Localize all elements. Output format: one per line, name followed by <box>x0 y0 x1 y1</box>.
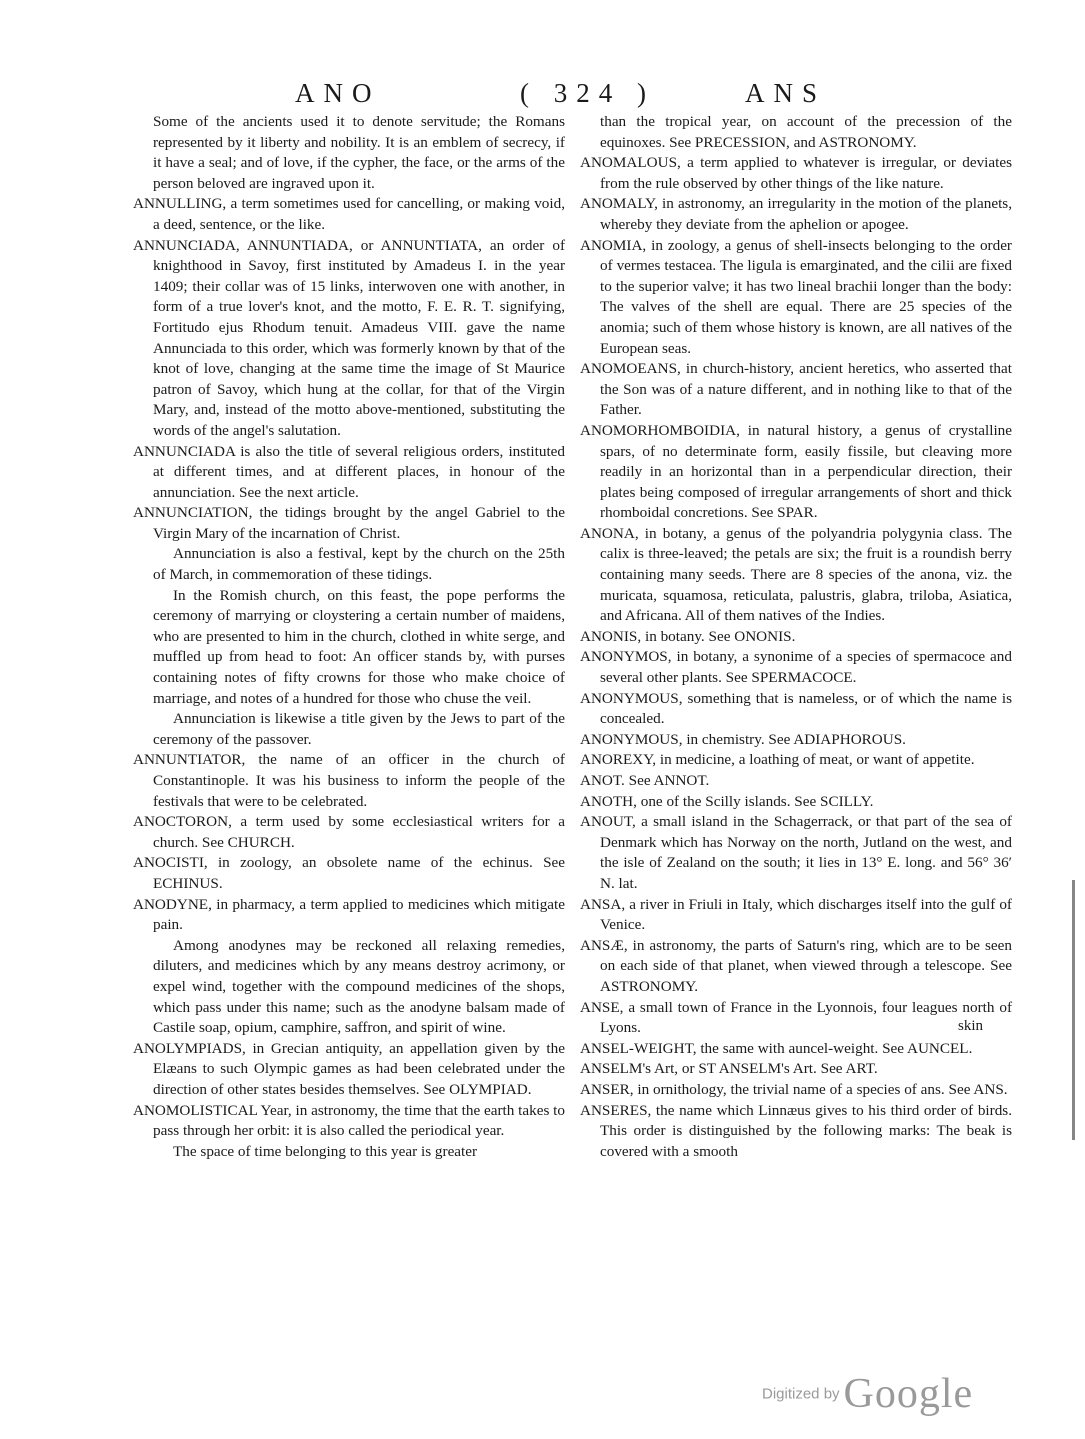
catchword: skin <box>958 1018 984 1034</box>
dictionary-entry: ANOMOLISTICAL Year, in astronomy, the time that the earth takes to pass through her orbit: it is also called the periodical year. <box>133 1101 565 1140</box>
dictionary-entry: ANOMIA, in zoology, a genus of shell-insects belonging to the order of vermes testacea. The ligula is emarginated, and the cilii are fixed to the superior valve; it has two lineal brachii longer than the body: The valves of the shell are equal. There are 25 species of the anomia; such of them whose history is known, are all natives of the European seas. <box>580 236 1012 357</box>
google-watermark <box>762 1370 973 1418</box>
dictionary-entry: ANOMORHOMBOIDIA, in natural history, a genus of crystalline spars, of no determinate form, easily fissile, but cleaving more readily in an horizontal than in a perpendicular direction, their plates being composed of irregular arrangements of short and thick rhomboidal concretions. See SPAR. <box>580 421 1012 522</box>
entry-paragraph: Annunciation is also a festival, kept by the church on the 25th of March, in commemoration of these tidings. <box>153 545 565 584</box>
entry-paragraph: The space of time belonging to this year is greater <box>173 1142 478 1160</box>
right-column <box>580 112 1012 1162</box>
entry-paragraph: Some of the ancients used it to denote servitude; the Romans represented by it liberty and nobility. It is an emblem of secrecy, if it have a seal; and of love, if the cypher, the face, or the arms of the person beloved are ingraved upon it. <box>153 113 565 192</box>
dictionary-entry: ANOREXY, in medicine, a loathing of meat, or want of appetite. <box>580 751 975 769</box>
dictionary-entry: ANNUNCIATION, the tidings brought by the angel Gabriel to the Virgin Mary of the incarnation of Christ. <box>133 504 565 542</box>
dictionary-entry: ANODYNE, in pharmacy, a term applied to medicines which mitigate pain. <box>133 895 565 934</box>
dictionary-entry: ANNULLING, a term sometimes used for cancelling, or making void, a deed, sentence, or the like. <box>133 195 565 233</box>
page-number: ( 324 ) <box>520 78 655 108</box>
dictionary-entry: ANONYMOS, in botany, a synonime of a species of spermacoce and several other plants. See SPERMACOCE. <box>580 648 1012 687</box>
dictionary-entry: ANSA, a river in Friuli in Italy, which discharges itself into the gulf of Venice. <box>580 895 1012 934</box>
dictionary-entry: ANOMALOUS, a term applied to whatever is irregular, or deviates from the rule observed by other things of the like nature. <box>580 154 1012 192</box>
dictionary-entry: ANSELM's Art, or ST ANSELM's Art. See ART. <box>580 1060 878 1078</box>
entry-paragraph: Annunciation is likewise a title given by the Jews to part of the ceremony of the passover. <box>153 710 565 748</box>
dictionary-entry: ANONA, in botany, a genus of the polyandria polygynia class. The calix is three-leaved; the petals are six; the fruit is a roundish berry containing many seeds. There are 8 species of the anona, viz. the muricata, squamosa, reticulata, palustris, glabra, triloba, Asiatica, and Africana. All of them natives of the Indies. <box>580 524 1012 625</box>
dictionary-entry: ANOMOEANS, in church-history, ancient heretics, who asserted that the Son was of a nature different, and in nothing like to that of the Father. <box>580 360 1012 419</box>
dictionary-entry: ANOMALY, in astronomy, an irregularity in the motion of the planets, whereby they deviate from the aphelion or apogee. <box>580 195 1012 233</box>
entry-paragraph: than the tropical year, on account of the precession of the equinoxes. See PRECESSION, and ASTRONOMY. <box>600 113 1012 151</box>
dictionary-entry: ANNUNTIATOR, the name of an officer in the church of Constantinople. It was his business to inform the people of the festivals that were to be celebrated. <box>133 751 565 810</box>
dictionary-entry: ANNUNCIADA is also the title of several religious orders, instituted at different times, and at different places, in honour of the annunciation. See the next article. <box>133 442 565 501</box>
header-right-title: ANS <box>745 78 827 108</box>
dictionary-entry: ANOLYMPIADS, in Grecian antiquity, an appellation given by the Elæans to such Olympic games as had been celebrated under the direction of other states besides themselves. See OLYMPIAD. <box>133 1039 565 1098</box>
dictionary-entry: ANSE, a small town of France in the Lyonnois, four leagues north of Lyons. <box>580 998 1012 1037</box>
dictionary-entry: ANSEL-WEIGHT, the same with auncel-weight. See AUNCEL. <box>580 1039 973 1057</box>
watermark-prefix: Digitized by <box>762 1385 840 1403</box>
dictionary-entry: ANOUT, a small island in the Schagerrack, or that part of the sea of Denmark which has Norway on the north, Jutland on the west, and the isle of Zealand on the south; it lies in 13° E. long. and 56° 36′ N. lat. <box>580 813 1012 892</box>
entry-paragraph: In the Romish church, on this feast, the pope performs the ceremony of marrying or cloystering a certain number of maidens, who are presented to him in the church, clothed in white serge, and muffled up from head to foot: An officer stands by, with purses containing notes of fifty crowns for those who make choice of marriage, and notes of a hundred for those who chuse the veil. <box>153 586 565 707</box>
scan-margin-mark <box>1072 880 1075 1140</box>
dictionary-entry: ANONYMOUS, something that is nameless, or of which the name is concealed. <box>580 689 1012 728</box>
dictionary-entry: ANOCISTI, in zoology, an obsolete name of the echinus. See ECHINUS. <box>133 854 565 892</box>
dictionary-entry: ANOT. See ANNOT. <box>580 772 710 789</box>
dictionary-entry: ANOTH, one of the Scilly islands. See SCILLY. <box>580 792 874 810</box>
dictionary-entry: ANSERES, the name which Linnæus gives to his third order of birds. This order is distinguished by the following marks: The beak is covered with a smooth <box>580 1101 1012 1160</box>
dictionary-entry: ANONIS, in botany. See ONONIS. <box>580 627 796 645</box>
header-left-title: ANO <box>295 78 381 108</box>
dictionary-entry: ANOCTORON, a term used by some ecclesiastical writers for a church. See CHURCH. <box>133 813 565 851</box>
entry-paragraph: Among anodynes may be reckoned all relaxing remedies, diluters, and medicines which by any means destroy acrimony, or expel wind, together with the compound medicines of the shops, which pass under this name; such as the anodyne balsam made of Castile soap, opium, camphire, saffron, and spirit of wine. <box>153 936 565 1037</box>
dictionary-entry: ANSÆ, in astronomy, the parts of Saturn's ring, which are to be seen on each side of that planet, when viewed through a telescope. See ASTRONOMY. <box>580 936 1012 995</box>
dictionary-entry: ANSER, in ornithology, the trivial name of a species of ans. See ANS. <box>580 1080 1008 1098</box>
left-column <box>133 112 565 1162</box>
running-header <box>130 78 1015 110</box>
watermark-logo: Google <box>843 1371 974 1417</box>
dictionary-entry: ANONYMOUS, in chemistry. See ADIAPHOROUS. <box>580 730 906 748</box>
dictionary-entry: ANNUNCIADA, ANNUNTIADA, or ANNUNTIATA, an order of knighthood in Savoy, first instituted by Amadeus I. in the year 1409; their collar was of 15 links, interwoven one with another, in form of a true lover's knot, and the motto, F. E. R. T. signifying, Fortitudo ejus Rhodum tenuit. Amadeus VIII. gave the name Annunciada to this order, which was formerly known by that of the knot of love, changing at the same time the image of St Maurice patron of Savoy, which hung at the collar, for that of the Virgin Mary, and, instead of the motto above-mentioned, substituting the words of the angel's salutation. <box>133 236 565 439</box>
